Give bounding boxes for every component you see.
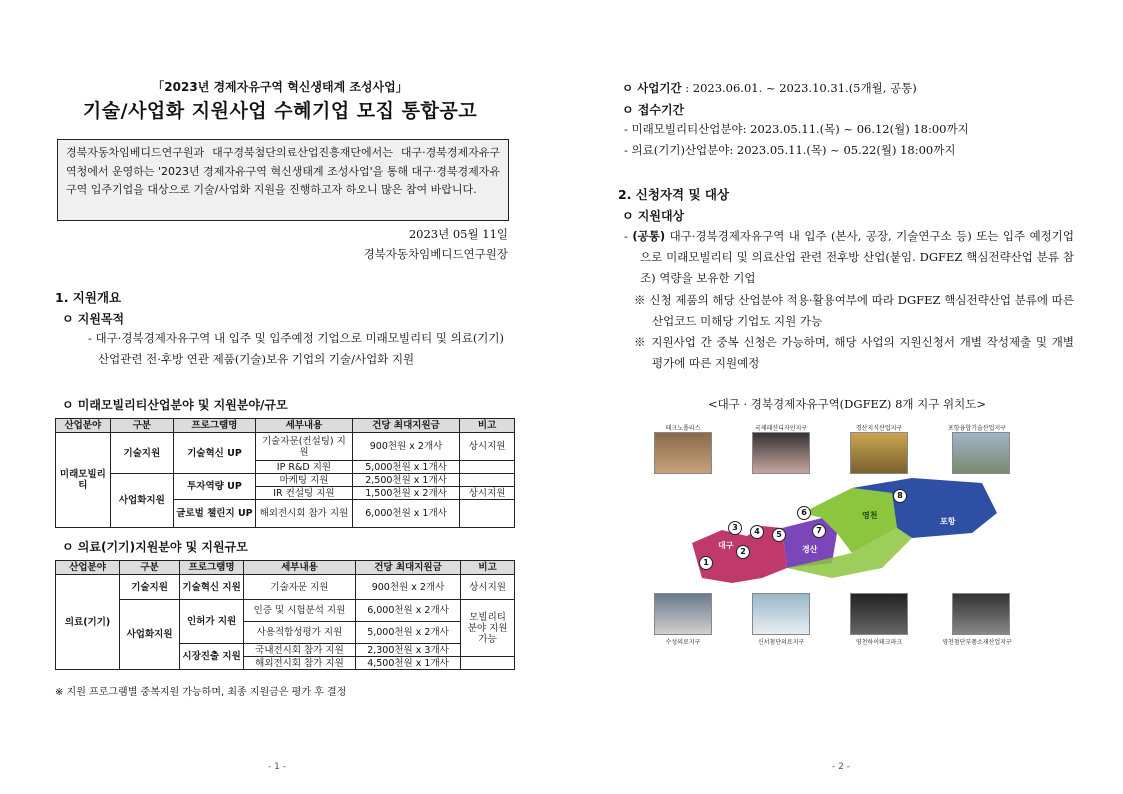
map-pin: 1 [699, 556, 713, 570]
section-1-heading: 1. 지원개요 [55, 290, 122, 305]
table-cell: 마케팅 지원 [256, 474, 353, 487]
apply-item-mobility: - 미래모빌리티산업분야: 2023.05.11.(목) ~ 06.12(월) 18:00까지 [624, 122, 969, 136]
apply-label: ㅇ 접수기간 [622, 103, 685, 117]
map-label-sinseo: 신서첨단의료지구 [757, 639, 805, 646]
table-cell: 900천원 x 2개사 [352, 433, 459, 461]
mobility-prog-tech: 기술혁신 UP [173, 433, 255, 474]
note-1: ※ 신청 제품의 해당 산업분야 적용·활용여부에 따라 DGFEZ 핵심전략산업 분류에 따른 산업코드 미해당 기업도 지원 가능 [634, 293, 1074, 328]
table-cell [461, 657, 515, 670]
medical-prog-market: 시장진출 지원 [180, 644, 244, 670]
map-region-label: 경산 [802, 545, 818, 554]
map-pin: 4 [750, 525, 764, 539]
table-cell: IP R&D 지원 [256, 461, 353, 474]
dgfez-map-figure [652, 418, 1052, 648]
mobility-cat-biz: 사업화지원 [110, 474, 173, 528]
table-cell: 5,000천원 x 1개사 [352, 461, 459, 474]
th-program: 프로그램명 [173, 419, 255, 433]
map-pin: 8 [893, 489, 907, 503]
purpose-text: - 대구·경북경제자유구역 내 입주 및 입주예정 기업으로 미래모빌리티 및 의료(기기) 산업관련 전·후방 연관 제품(기술)보유 기업의 기술/사업화 지원 [88, 331, 505, 366]
table-cell: 해외전시회 참가 지원 [244, 657, 356, 670]
mobility-heading: ㅇ 미래모빌리티산업분야 및 지원분야/규모 [62, 398, 288, 412]
table-cell [460, 461, 515, 474]
map-label-pohang: 포항융합기술산업지구 [948, 425, 1006, 432]
mobility-prog-global: 글로벌 챌린지 UP [173, 500, 255, 528]
map-label-hightech: 영천하이테크파크 [855, 639, 903, 646]
th-category: 구분 [110, 419, 173, 433]
period-label: ㅇ 사업기간 [622, 81, 682, 95]
table-cell: 기술자문 지원 [244, 575, 356, 600]
table-cell: 사용적합성평가 지원 [244, 622, 356, 644]
target-heading: ㅇ 지원대상 [622, 209, 685, 223]
table-cell: 6,000천원 x 2개사 [355, 600, 460, 622]
table-cell: 1,500천원 x 2개사 [352, 487, 459, 500]
th-note: 비고 [460, 419, 515, 433]
table-cell: 5,000천원 x 2개사 [355, 622, 460, 644]
period-value: : 2023.06.01. ~ 2023.10.31.(5개월, 공통) [685, 81, 917, 95]
period-line [622, 80, 917, 96]
map-label-parts: 영천첨단부품소재산업지구 [942, 639, 1012, 646]
table-cell: 4,500천원 x 1개사 [355, 657, 460, 670]
medical-heading: ㅇ 의료(기기)지원분야 및 지원규모 [62, 540, 248, 554]
table-cell: IR 컨설팅 지원 [256, 487, 353, 500]
medical-prog-cert: 인허가 지원 [180, 600, 244, 644]
footnote: ※ 지원 프로그램별 중복지원 가능하며, 최종 지원금은 평가 후 결정 [55, 687, 347, 698]
section-2-heading: 2. 신청자격 및 대상 [618, 187, 730, 202]
photo-parts [952, 593, 1010, 635]
th-field: 산업분야 [56, 561, 120, 575]
table-cell: 상시지원 [460, 433, 515, 461]
page-number-1: - 1 - [268, 762, 286, 772]
page-1 [0, 0, 561, 794]
table-cell: 2,300천원 x 3개사 [355, 644, 460, 657]
th-note: 비고 [461, 561, 515, 575]
intro-box: 경북자동차임베디드연구원과 대구경북첨단의료산업진흥재단에서는 대구·경북경제자유구역청에서 운영하는 '2023년 경제자유구역 혁신생태계 조성사업'을 통해 대구·경북경제자유구역 입주기업을 대상으로 기술/사업화 지원을 진행하고자 하오니 많은 참여 바랍니다. [57, 139, 509, 221]
medical-cat-tech: 기술지원 [120, 575, 180, 600]
map-region-label: 영천 [862, 511, 878, 520]
th-amount: 건당 최대지원금 [352, 419, 459, 433]
table-cell [460, 474, 515, 487]
mobility-field: 미래모빌리티 [56, 433, 111, 528]
medical-field: 의료(기기) [56, 575, 120, 670]
mobility-prog-invest: 투자역량 UP [173, 474, 255, 500]
target-text-block: - (공통) 대구·경북경제자유구역 내 입주 (본사, 공장, 기술연구소 등) 또는 입주 예정기업으로 미래모빌리티 및 의료산업 관련 전후방 산업(붙임. DGFEZ 핵심전략산업 분류 참조) 역량을 보유한 기업 [624, 229, 1075, 285]
purpose-heading: ㅇ 지원목적 [62, 312, 125, 326]
map-label-fashion: 국제패션디자인지구 [754, 425, 808, 432]
table-cell: 6,000천원 x 1개사 [352, 500, 459, 528]
th-field: 산업분야 [56, 419, 111, 433]
th-amount: 건당 최대지원금 [355, 561, 460, 575]
table-cell: 기술자문(컨설팅) 지원 [256, 433, 353, 461]
medical-cat-biz: 사업화지원 [120, 600, 180, 670]
issuing-org: 경북자동차임베디드연구원장 [363, 247, 508, 261]
notice-subtitle: 「2023년 경제자유구역 혁신생태계 조성사업」 [152, 80, 408, 94]
map-region-label: 대구 [718, 541, 734, 550]
photo-hightech [850, 593, 908, 635]
photo-suseong [654, 593, 712, 635]
notice-title: 기술/사업화 지원사업 수혜기업 모집 통합공고 [82, 100, 478, 122]
th-detail: 세부내용 [244, 561, 356, 575]
map-pin: 6 [797, 506, 811, 520]
map-caption: <대구 · 경북경제자유구역(DGFEZ) 8개 지구 위치도> [707, 397, 986, 411]
target-bold: (공통) [632, 229, 666, 243]
map-label-gyeongsan: 경산지식산업지구 [855, 425, 903, 432]
th-detail: 세부내용 [256, 419, 353, 433]
target-text: 대구·경북경제자유구역 내 입주 (본사, 공장, 기술연구소 등) 또는 입주 예정기업으로 미래모빌리티 및 의료산업 관련 전후방 산업(붙임. DGFEZ 핵심전략산업 분류 참조) 역량을 보유한 기업 [640, 229, 1075, 285]
page-number-2: - 2 - [832, 762, 850, 772]
map-pin: 3 [728, 521, 742, 535]
medical-table [55, 560, 515, 670]
map-pin: 2 [736, 545, 750, 559]
medical-note-biz: 모빌리티 분야 지원가능 [461, 600, 515, 657]
map-pin: 5 [772, 528, 786, 542]
table-cell: 900천원 x 2개사 [355, 575, 460, 600]
table-cell: 2,500천원 x 1개사 [352, 474, 459, 487]
note-2: ※ 지원사업 간 중복 신청은 가능하며, 해당 사업의 지원신청서 개별 작성제출 및 개별 평가에 따른 지원예정 [634, 335, 1074, 370]
medical-prog-tech: 기술혁신 지원 [180, 575, 244, 600]
map-region-label: 포항 [940, 517, 956, 526]
page-2 [562, 0, 1123, 794]
apply-item-medical: - 의료(기기)산업분야: 2023.05.11.(목) ~ 05.22(월) 18:00까지 [624, 143, 956, 157]
map-label-suseong: 수성의료지구 [665, 639, 701, 646]
table-cell: 국내전시회 참가 지원 [244, 644, 356, 657]
photo-sinseo [752, 593, 810, 635]
map-pin: 7 [812, 524, 826, 538]
table-cell [460, 500, 515, 528]
table-cell: 인증 및 시험분석 지원 [244, 600, 356, 622]
th-category: 구분 [120, 561, 180, 575]
mobility-cat-tech: 기술지원 [110, 433, 173, 474]
table-cell: 해외전시회 참가 지원 [256, 500, 353, 528]
mobility-table [55, 418, 515, 528]
map-label-technopolis: 테크노폴리스 [665, 425, 701, 432]
table-cell: 상시지원 [461, 575, 515, 600]
notice-date: 2023년 05월 11일 [408, 227, 508, 241]
th-program: 프로그램명 [180, 561, 244, 575]
table-cell: 상시지원 [460, 487, 515, 500]
